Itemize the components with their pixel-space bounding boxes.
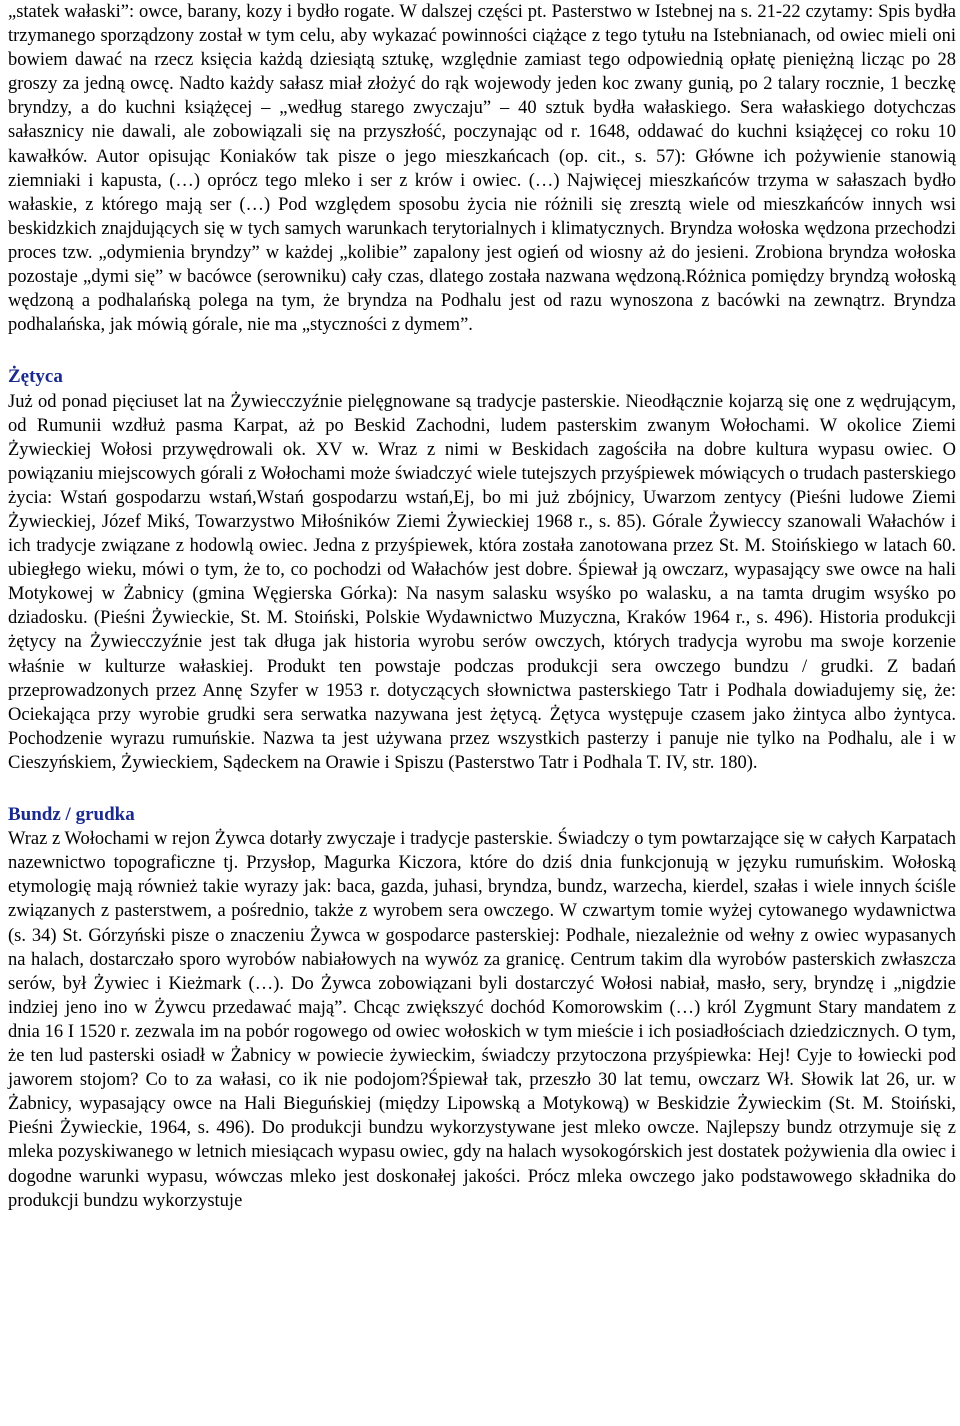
document-page xyxy=(8,0,956,1213)
section-spacer xyxy=(8,775,956,799)
intro-paragraph: „statek wałaski”: owce, barany, kozy i bydło rogate. W dalszej części pt. Pasterstwo w Istebnej na s. 21-22 czytamy: Spis bydła trzymanego sporządzony został w tym celu, aby wykazać powinności ciążące z tego tytułu na Istebnianach, od owiec mieli oni bowiem dawać na rzecz księcia każdą dziesiątą sztukę, względnie zamiast tego odpowiednią opłatę pieniężną licząc po 28 groszy za jedną owcę. Nadto każdy sałasz miał złożyć do rąk wojewody jeden koc zwany gunią, po 2 talary rocznie, 1 beczkę bryndzy, a do kuchni książęcej – „według starego zwyczaju” – 40 sztuk bydła wałaskiego. Sera wałaskiego dotychczas sałasznicy nie dawali, ale zobowiązali się na przyszłość, poczynając od r. 1648, oddawać do kuchni książęcej co roku 10 kawałków. Autor opisując Koniaków tak pisze o jego mieszkańcach (op. cit., s. 57): Główne ich pożywienie stanowią ziemniaki i kapusta, (…) oprócz tego mleko i ser z krów i owiec. (…) Najwięcej mieszkańców trzyma w sałaszach bydło wałaskie, z którego mają ser (…) Pod względem sposobu życia nie różnili się zresztą wiele od mieszkańców innych wsi beskidzkich znajdujących się w tych samych warunkach terytorialnych i klimatycznych. Bryndza wołoska wędzona przechodzi proces tzw. „odymienia bryndzy” w każdej „kolibie” zapalony jest ogień od wiosny aż do jesieni. Zrobiona bryndza wołoska pozostaje „dymi się” w bacówce (serowniku) cały czas, dlatego została nazwana wędzoną.Różnica pomiędzy bryndzą wołoską wędzoną a podhalańską polega na tym, że bryndza na Podhalu jest od razu wynoszona z bacówki na zewnątrz. Bryndza podhalańska, jak mówią górale, nie ma „styczności z dymem”. xyxy=(8,2,956,336)
section-body-bundz: Wraz z Wołochami w rejon Żywca dotarły zwyczaje i tradycje pasterskie. Świadczy o tym powtarzające się w całych Karpatach nazewnictwo topograficzne tj. Przysłop, Magurka Kiczora, które do dziś dnia funkcjonują w języku rumuńskim. Wołoską etymologię mają również takie wyrazy jak: baca, gazda, juhasi, bryndza, bundz, warzecha, kierdel, szałas i wiele innych ściśle związanych z pasterstwem, a pośrednio, także z wyrobem sera owczego. W czwartym tomie wyżej cytowanego wydawnictwa (s. 34) St. Górzyński pisze o znaczeniu Żywca w gospodarce pasterskiej: Podhale, niezależnie od wełny z owiec wypasanych na halach, dostarczało sporo wyrobów nabiałowych na wywóz za granicę. Centrum takim dla wyrobów pasterskich zwłaszcza serów, był Żywiec i Kieżmark (…). Do Żywca zobowiązani byli dostarczyć Wołosi nabiał, masło, sery, bryndzę i „nigdzie indziej jeno ino w Żywcu przedawać mają”. Chcąc zwiększyć dochód Komorowskim (…) król Zygmunt Stary mandatem z dnia 16 I 1520 r. zezwala im na pobór rogowego od owiec wołoskich w tym mieście i ich posiadłościach dziedzicznych. O tym, że ten lud pasterski osiadł w Żabnicy w powiecie żywieckim, świadczy przytoczona przyśpiewka: Hej! Cyje to łowiecki pod jaworem stojom? Co to za wałasi, co ik nie podojom?Śpiewał tak, przeszło 30 lat temu, owczarz Wł. Słowik lat 26, ur. w Żabnicy, wypasający owce na Hali Bieguńskiej (między Lipowską a Motykową) w Beskidzie Żywieckim (St. M. Stoiński, Pieśni Żywieckie, 1964, s. 496). Do produkcji bundzu wykorzystywane jest mleko owcze. Najlepszy bundz otrzymuje się z mleka pozyskiwanego w letnich miesiącach wypasu owiec, gdy na halach wysokogórskich jest dostatek pożywienia dla owiec i dogodne warunki wypasu, wówczas mleko jest doskonałej jakości. Prócz mleka owczego jako podstawowego składnika do produkcji bundzu wykorzystuje xyxy=(8,829,956,1211)
section-heading-zetyca: Żętyca xyxy=(8,366,63,388)
section-heading-bundz: Bundz / grudka xyxy=(8,804,135,826)
section-spacer xyxy=(8,337,956,361)
section-body-zetyca: Już od ponad pięciuset lat na Żywiecczyźnie pielęgnowane są tradycje pasterskie. Nieodłącznie kojarzą się one z wędrującym, od Rumunii wzdłuż pasma Karpat, aż po Beskid Zachodni, ludem pasterskim zwanym Wołochami. W okolice Ziemi Żywieckiej Wołosi przywędrowali ok. XV w. Wraz z nimi w Beskidach zagościła na dobre kultura wypasu owiec. O powiązaniu miejscowych górali z Wołochami może świadczyć wiele tutejszych przyśpiewek mówiących o trudach pasterskiego życia: Wstań gospodarzu wstań,Wstań gospodarzu wstań,Ej, bo mi już zbójnicy, Uwarzom zentycy (Pieśni ludowe Ziemi Żywieckiej, Józef Mikś, Towarzystwo Miłośników Ziemi Żywieckiej 1968 r., s. 85). Górale Żywieccy szanowali Wałachów i ich tradycje związane z hodowlą owiec. Jedna z przyśpiewek, która została zanotowana przez St. M. Stoińskiego w latach 60. ubiegłego wieku, mówi o tym, że to, co pochodzi od Wałachów jest dobre. Śpiewał ją owczarz, wypasający swe owce na hali Motykowej w Żabnicy (gmina Węgierska Górka): Na nasym salasku wsyśko po walasku, a na tamta drugim wsyśko po dziadosku. (Pieśni Żywieckie, St. M. Stoiński, Polskie Wydawnictwo Muzyczna, Kraków 1964 r., s. 496). Historia produkcji żętycy na Żywiecczyźnie jest tak długa jak historia wyrobu serów owczych, których tradycja wyrobu ma swoje korzenie właśnie w kulturze wałaskiej. Produkt ten powstaje podczas produkcji sera owczego bundzu / grudki. Z badań przeprowadzonych przez Annę Szyfer w 1953 r. dotyczących słownictwa pasterskiego Tatr i Podhala dowiadujemy się, że: Ociekająca przy wyrobie grudki sera serwatka nazywana jest żętycą. Żętyca występuje czasem jako żintyca albo żyntyca. Pochodzenie wyrazu rumuńskie. Nazwa ta jest używana przez wszystkich pasterzy i panuje nie tylko na Podhalu, ale i w Cieszyńskiem, Żywieckiem, Sądeckem na Orawie i Spiszu (Pasterstwo Tatr i Podhala T. IV, str. 180). xyxy=(8,391,956,773)
